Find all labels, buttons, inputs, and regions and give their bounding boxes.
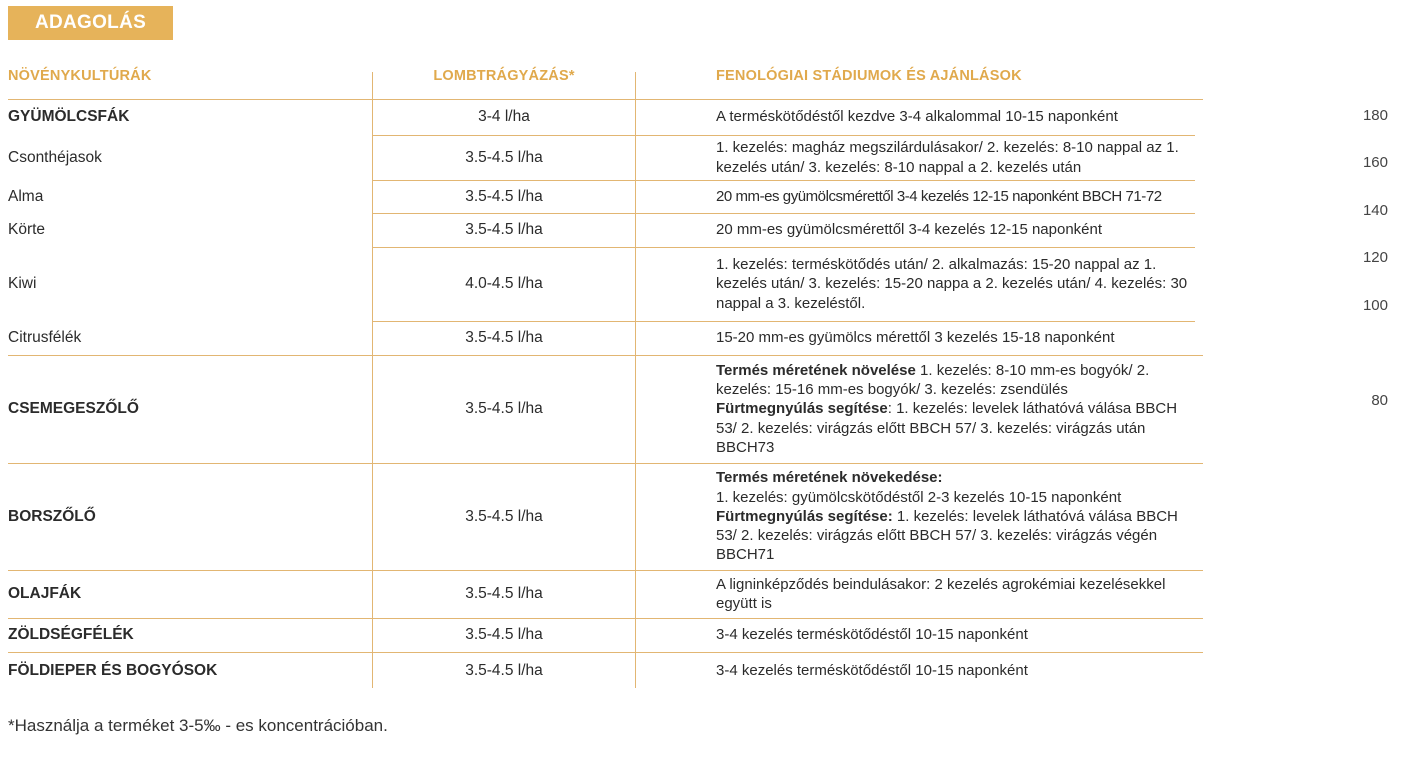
column-divider xyxy=(635,72,636,688)
recommendation-text: 3-4 kezelés terméskötődéstől 10-15 naponként xyxy=(716,626,1028,644)
crop-name: OLAJFÁK xyxy=(8,585,82,603)
crop-name: Citrusfélék xyxy=(8,329,82,347)
crop-name: Alma xyxy=(8,187,44,205)
axis-tick-label: 120 xyxy=(1362,249,1388,266)
dose-value: 3.5-4.5 l/ha xyxy=(465,626,543,644)
crop-name: Csonthéjasok xyxy=(8,148,102,166)
axis-tick-label: 80 xyxy=(1371,392,1388,409)
recommendation-part xyxy=(716,489,1121,506)
header-dose: LOMBTRÁGYÁZÁS* xyxy=(433,68,575,84)
crop-name: CSEMEGESZŐLŐ xyxy=(8,400,139,418)
recommendation-text xyxy=(716,463,1196,570)
section-label: ADAGOLÁS xyxy=(8,6,173,40)
recommendation-emphasis: Termés méretének növekedése: xyxy=(716,469,943,487)
recommendation-emphasis: Fürtmegnyúlás segítése xyxy=(716,400,888,418)
recommendation-text: 20 mm-es gyümölcsmérettől 3-4 kezelés 12-15 naponként BBCH 71-72 xyxy=(716,187,1162,205)
recommendation-detail: 1. kezelés: gyümölcskötődéstől 2-3 kezelés 10-15 naponként xyxy=(716,488,1122,506)
header-crop: NÖVÉNYKULTÚRÁK xyxy=(8,68,152,84)
axis-tick-label: 180 xyxy=(1362,107,1388,124)
dose-value: 3.5-4.5 l/ha xyxy=(465,400,543,418)
recommendation-text: 20 mm-es gyümölcsmérettől 3-4 kezelés 12-15 naponként xyxy=(716,221,1103,239)
dose-value: 3.5-4.5 l/ha xyxy=(465,507,543,525)
crop-name: ZÖLDSÉGFÉLÉK xyxy=(8,626,134,644)
recommendation-part xyxy=(716,508,1178,563)
axis-tick-label: 140 xyxy=(1362,202,1388,219)
crop-name: Kiwi xyxy=(8,275,37,293)
crop-name: Körte xyxy=(8,221,46,239)
dose-value: 3.5-4.5 l/ha xyxy=(465,187,543,205)
crop-name: GYÜMÖLCSFÁK xyxy=(8,108,130,126)
recommendation-detail: : 1. kezelés: levelek láthatóvá válása BBCH 53/ 2. kezelés: virágzás előtt BBCH 57/ 3. kezelés: virágzás után BBCH73 xyxy=(716,400,1178,456)
recommendation-text: 15-20 mm-es gyümölcs mérettől 3 kezelés 15-18 naponként xyxy=(716,329,1115,347)
dose-value: 3-4 l/ha xyxy=(478,108,530,126)
footnote: *Használja a terméket 3-5‰ - es koncentrációban. xyxy=(8,716,388,735)
dose-value: 3.5-4.5 l/ha xyxy=(465,221,543,239)
recommendation-text: A ligninképződés beindulásakor: 2 kezelés agrokémiai kezelésekkel együtt is xyxy=(716,575,1166,612)
recommendation-text: 3-4 kezelés terméskötődéstől 10-15 naponként xyxy=(716,662,1028,680)
recommendation-part xyxy=(716,400,1177,455)
recommendation-text: A terméskötődéstől kezdve 3-4 alkalommal 10-15 naponként xyxy=(716,108,1118,126)
header-recommendation: FENOLÓGIAI STÁDIUMOK ÉS AJÁNLÁSOK xyxy=(716,68,1022,84)
axis-tick-label: 160 xyxy=(1362,154,1388,171)
recommendation-emphasis: Fürtmegnyúlás segítése: xyxy=(716,507,893,525)
recommendation-text: 1. kezelés: magház megszilárdulásakor/ 2. kezelés: 8-10 nappal az 1. kezelés után/ 3. kezelés: 8-10 nappal a 2. kezelés után xyxy=(716,139,1179,176)
dose-value: 4.0-4.5 l/ha xyxy=(465,275,543,293)
dose-value: 3.5-4.5 l/ha xyxy=(465,329,543,347)
dose-value: 3.5-4.5 l/ha xyxy=(465,585,543,603)
recommendation-text xyxy=(716,355,1196,463)
recommendation-part xyxy=(716,469,943,486)
recommendation-detail: 1. kezelés: 8-10 mm-es bogyók/ 2. kezelés: 15-16 mm-es bogyók/ 3. kezelés: zsendülés xyxy=(716,361,1150,399)
axis-tick-label: 100 xyxy=(1362,297,1388,314)
recommendation-part xyxy=(716,362,1149,398)
crop-name: FÖLDIEPER ÉS BOGYÓSOK xyxy=(8,662,218,680)
recommendation-text: 1. kezelés: terméskötődés után/ 2. alkalmazás: 15-20 nappal az 1. kezelés után/ 3. kezelés: 15-20 nappa a 2. kezelés után/ 4. kezelés: 30 nappal a 3. kezeléstől. xyxy=(716,256,1188,312)
dose-value: 3.5-4.5 l/ha xyxy=(465,148,543,166)
dose-value: 3.5-4.5 l/ha xyxy=(465,662,543,680)
recommendation-detail: 1. kezelés: levelek láthatóvá válása BBCH 53/ 2. kezelés: virágzás előtt BBCH 57/ 3. kezelés: virágzás végén BBCH71 xyxy=(716,507,1178,564)
crop-name: BORSZŐLŐ xyxy=(8,507,96,525)
recommendation-emphasis: Termés méretének növelése xyxy=(716,361,916,379)
